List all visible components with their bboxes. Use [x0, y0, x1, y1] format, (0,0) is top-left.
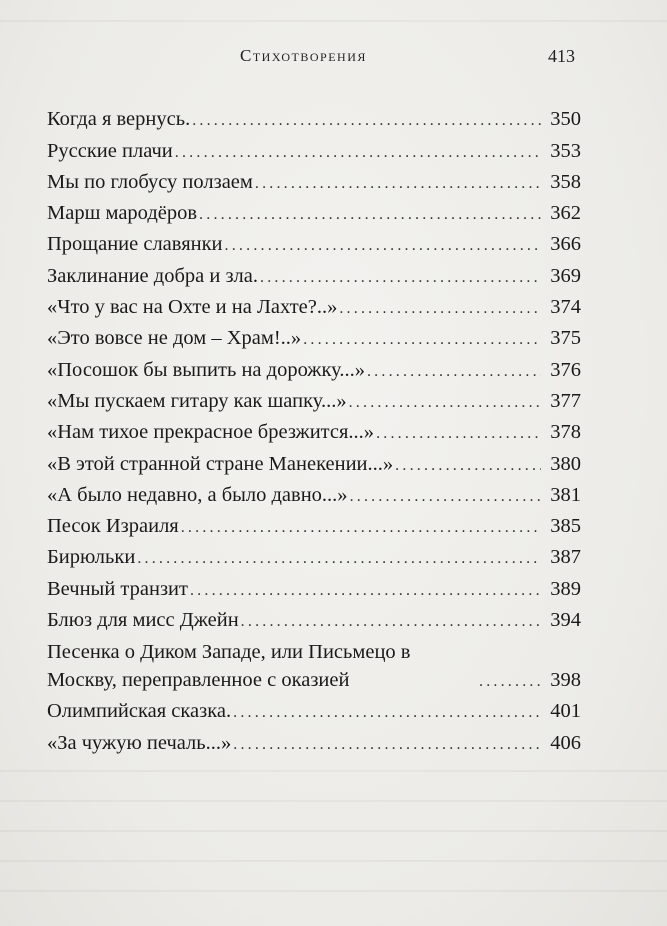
toc-entry-title: Блюз для мисс Джейн — [47, 609, 239, 632]
toc-entry-title: «Мы пускаем гитару как шапку...» — [47, 389, 347, 412]
toc-entry — [47, 352, 581, 383]
bleed-through-line — [0, 770, 667, 772]
toc-entry-page: 406 — [550, 731, 581, 754]
toc-entry-page: 380 — [550, 452, 581, 475]
toc-entry-page: 375 — [550, 327, 581, 350]
dot-leader — [199, 203, 541, 227]
toc-entry-title: «Что у вас на Охте и на Лахте?..» — [47, 296, 338, 319]
toc-entry-title: «Это вовсе не дом – Храм!..» — [47, 327, 302, 350]
toc-entry-title: «Посошок бы выпить на дорожку...» — [47, 358, 365, 381]
running-head — [0, 46, 667, 70]
toc-entry-title: Прощание славянки — [47, 233, 223, 256]
toc-entry-page: 377 — [550, 389, 581, 412]
dot-leader — [367, 360, 541, 384]
table-of-contents — [47, 102, 581, 757]
dot-leader — [181, 516, 541, 540]
toc-entry-title: «В этой странной стране Манекении...» — [47, 452, 394, 475]
dot-leader — [241, 610, 541, 634]
toc-entry-title: Вечный транзит — [47, 577, 188, 600]
toc-entry — [47, 540, 581, 571]
toc-entry-page: 362 — [550, 202, 581, 225]
toc-entry-title: Когда я вернусь. — [47, 108, 191, 131]
toc-entry — [47, 725, 581, 756]
toc-entry — [47, 258, 581, 289]
toc-entry-title: Марш мародёров — [47, 202, 198, 225]
toc-entry-page: 353 — [550, 139, 581, 162]
dot-leader — [349, 391, 541, 415]
dot-leader — [233, 701, 541, 725]
toc-entry-page: 374 — [550, 296, 581, 319]
toc-entry-page: 387 — [550, 546, 581, 569]
dot-leader — [137, 547, 541, 571]
dot-leader — [350, 485, 541, 509]
toc-entry — [47, 694, 581, 725]
toc-entry-page: 398 — [550, 669, 581, 692]
dot-leader — [479, 670, 541, 694]
dot-leader — [260, 266, 541, 290]
toc-entry-title: «Нам тихое прекрасное брезжится...» — [47, 421, 375, 444]
toc-entry-title: Песенка о Диком Западе, или Письмецо в Москву, переправленное с оказией — [47, 641, 411, 692]
toc-entry — [47, 571, 581, 602]
toc-entry — [47, 603, 581, 634]
toc-entry-title: «За чужую печаль...» — [47, 731, 232, 754]
toc-entry — [47, 227, 581, 258]
toc-entry — [47, 509, 581, 540]
bleed-through-line — [0, 20, 667, 22]
toc-entry-page: 358 — [550, 170, 581, 193]
toc-entry — [47, 446, 581, 477]
section-title: Стихотворения — [240, 46, 367, 65]
toc-entry-title: Песок Израиля — [47, 515, 179, 538]
toc-entry-page: 385 — [550, 515, 581, 538]
toc-entry-title: «А было недавно, а было давно...» — [47, 483, 348, 506]
toc-entry-page: 378 — [550, 421, 581, 444]
toc-entry — [47, 196, 581, 227]
toc-entry-title: Бирюльки — [47, 546, 136, 569]
toc-entry — [47, 133, 581, 164]
bleed-through-line — [0, 860, 667, 862]
bleed-through-line — [0, 800, 667, 802]
toc-entry — [47, 634, 581, 694]
toc-entry-title: Заклинание добра и зла. — [47, 264, 258, 287]
toc-entry — [47, 415, 581, 446]
toc-entry — [47, 290, 581, 321]
dot-leader — [175, 141, 541, 165]
toc-entry — [47, 478, 581, 509]
toc-entry-title: Русские плачи — [47, 139, 173, 162]
dot-leader — [376, 422, 541, 446]
dot-leader — [192, 109, 541, 133]
toc-entry-page: 389 — [550, 577, 581, 600]
dot-leader — [255, 172, 541, 196]
toc-entry-page: 401 — [550, 700, 581, 723]
toc-entry — [47, 384, 581, 415]
toc-entry-page: 376 — [550, 358, 581, 381]
dot-leader — [190, 579, 541, 603]
dot-leader — [233, 733, 541, 757]
toc-entry-page: 381 — [550, 483, 581, 506]
toc-entry-page: 369 — [550, 264, 581, 287]
bleed-through-line — [0, 890, 667, 892]
toc-entry-page: 366 — [550, 233, 581, 256]
dot-leader — [395, 454, 541, 478]
toc-entry — [47, 321, 581, 352]
toc-entry-page: 394 — [550, 609, 581, 632]
toc-entry — [47, 102, 581, 133]
page-number: 413 — [548, 46, 575, 66]
bleed-through-line — [0, 830, 667, 832]
dot-leader — [303, 328, 541, 352]
toc-entry-title: Мы по глобусу ползаем — [47, 170, 253, 193]
dot-leader — [225, 234, 541, 258]
toc-entry-page: 350 — [550, 108, 581, 131]
toc-entry-title: Олимпийская сказка. — [47, 700, 232, 723]
dot-leader — [339, 297, 541, 321]
toc-entry — [47, 165, 581, 196]
